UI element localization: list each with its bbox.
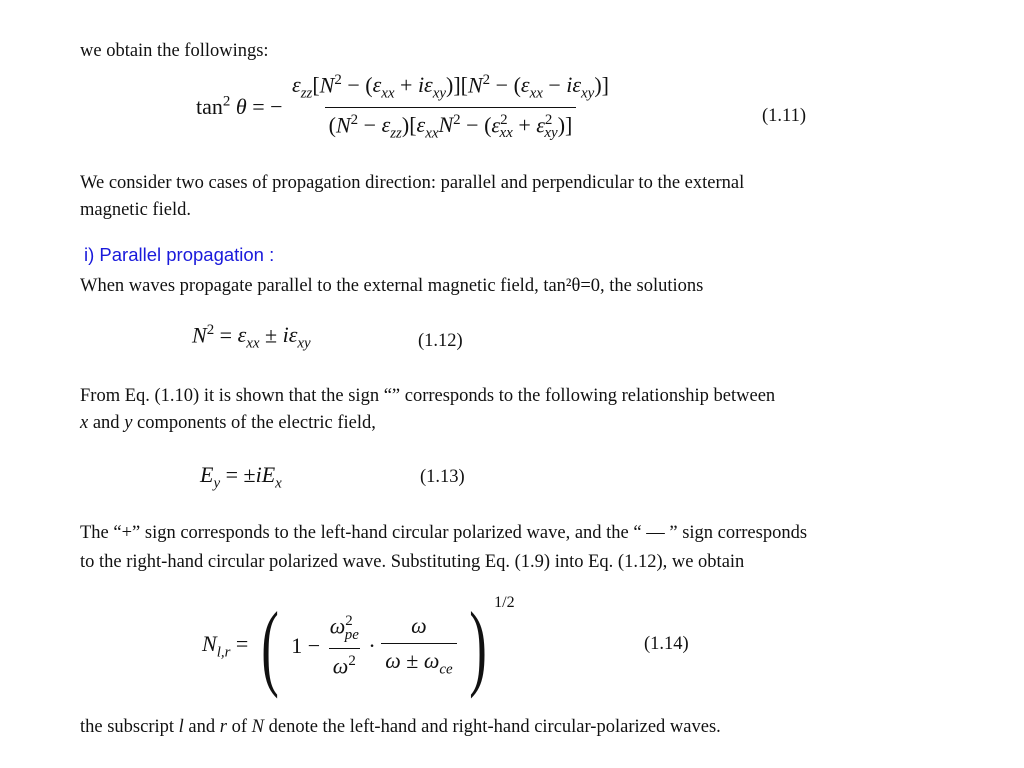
text-line-intro: we obtain the followings:	[80, 41, 269, 61]
text-line-polarization-1: The “+” sign corresponds to the left-hand circular polarized wave, and the “ — ” sign corresponds	[80, 523, 808, 543]
text-line-polarization-2: to the right-hand circular polarized wave. Substituting Eq. (1.9) into Eq. (1.12), we obtain	[80, 552, 745, 572]
equation-1-13: $E_y = \pm iE_x$	[200, 462, 282, 492]
text-line-subscript	[80, 716, 721, 738]
text-line-sign-1: From Eq. (1.10) it is shown that the sign “” corresponds to the following relationship between	[80, 386, 776, 406]
text-variable-r: r	[219, 717, 227, 737]
text-line-cases-1: We consider two cases of propagation direction: parallel and perpendicular to the external	[80, 173, 745, 193]
section-heading-parallel: i) Parallel propagation :	[84, 244, 275, 265]
equation-1-14: $N_{l,r}$ = ( 1 − $\frac{\omega^2_{pe}}{\omega^2}$ · $\frac{\omega}{\omega \pm \omega_{ce}}$ ) $^{1/2}$	[202, 592, 515, 699]
equation-number-1-13: (1.13)	[420, 467, 465, 487]
text-subscript-prefix: the subscript	[80, 717, 179, 737]
text-line-cases-2: magnetic field.	[80, 200, 191, 220]
text-denote: denote the left-hand and right-hand circular-polarized waves.	[263, 717, 721, 737]
text-of: of	[226, 717, 252, 737]
text-variable-x: x	[80, 413, 89, 433]
text-variable-N: N	[251, 717, 264, 737]
text-line-parallel: When waves propagate parallel to the external magnetic field, tan²θ=0, the solutions	[80, 276, 704, 296]
text-line-sign-2	[80, 412, 376, 434]
text-components: components of the electric field,	[132, 413, 376, 433]
text-variable-l: l	[178, 717, 184, 737]
text-variable-y: y	[124, 413, 133, 433]
equation-number-1-14: (1.14)	[644, 634, 689, 654]
text-and: and	[88, 413, 125, 433]
equation-1-12: $N^2 = \varepsilon_{xx} \pm i\varepsilon_{xy}$	[192, 322, 311, 352]
equation-number-1-12: (1.12)	[418, 331, 463, 351]
equation-1-11: $\tan^2 \theta$ = − $\frac{\varepsilon_{zz}[N^2 - (\varepsilon_{xx} + i\varepsilon_{xy})][N^2 - (\varepsilon_{xx} - i\varepsilon_{xy})]}{(N^2 - \varepsilon_{zz})[\varepsilon_{xx}N^2 - (\varepsilon^2_{xx} + \varepsilon^2_{xy})]}$	[196, 72, 609, 142]
text-and-2: and	[183, 717, 220, 737]
equation-number-1-11: (1.11)	[762, 106, 807, 126]
